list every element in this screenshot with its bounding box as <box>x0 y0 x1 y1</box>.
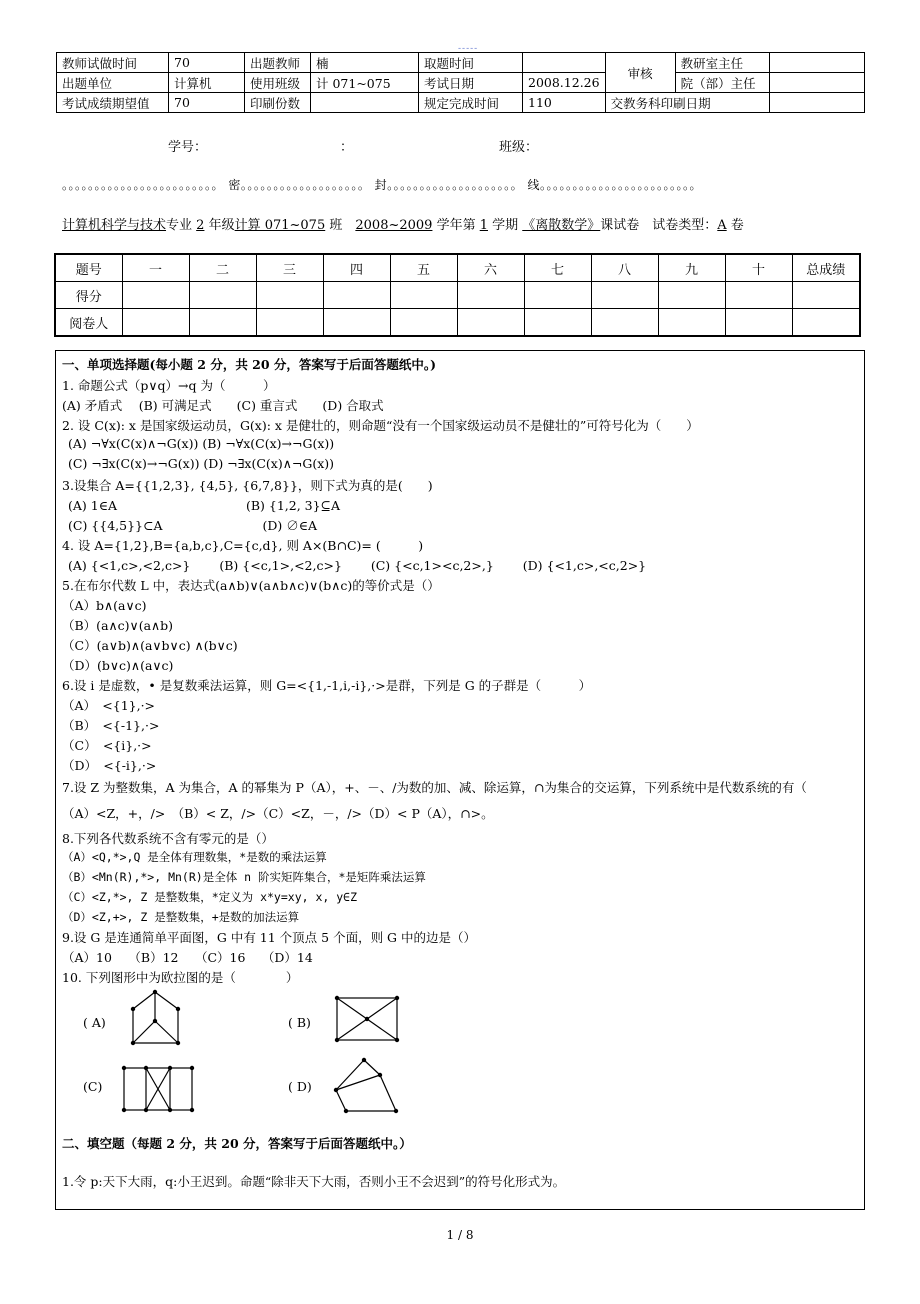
info-cell: 出题教师 <box>245 53 311 73</box>
question-line: 6.设 i 是虚数，• 是复数乘法运算，则 G=<{1,-1,i,-i},·>是群，下列是 G 的子群是（ ） <box>62 678 592 693</box>
info-cell-review: 审核 <box>605 53 675 93</box>
question-line: （B）(a∧c)∨(a∧b) <box>62 618 174 633</box>
score-header: 题号 <box>55 254 122 282</box>
score-cell[interactable] <box>725 282 792 309</box>
score-header: 总成绩 <box>792 254 860 282</box>
question-line: （A）b∧(a∨c) <box>62 598 147 613</box>
score-header: 九 <box>658 254 725 282</box>
info-cell <box>311 93 419 113</box>
question-line: （D）(b∨c)∧(a∨c) <box>62 658 174 673</box>
student-id-label: 学号： <box>168 140 208 155</box>
score-header: 一 <box>122 254 189 282</box>
question-line: (C) ¬∃x(C(x)→¬G(x)) (D) ¬∃x(C(x)∧¬G(x)) <box>68 456 335 471</box>
score-cell[interactable] <box>323 282 390 309</box>
info-cell: 70 <box>169 53 245 73</box>
question-line: 2. 设 C(x): x 是国家级运动员，G(x): x 是健壮的，则命题“没有一个国家级运动员不是健壮的”可符号化为（ ） <box>62 418 699 433</box>
info-cell: 取题时间 <box>419 53 523 73</box>
question-line: 8.下列各代数系统不含有零元的是（） <box>62 831 274 846</box>
score-row-label: 阅卷人 <box>55 309 122 337</box>
question-line: (C) {{4,5}}⊂A (D) ∅∈A <box>68 518 318 533</box>
score-cell[interactable] <box>323 309 390 337</box>
score-cell[interactable] <box>189 309 256 337</box>
score-header: 七 <box>524 254 591 282</box>
info-cell: 2008.12.26 <box>523 73 606 93</box>
course-line: 计算机科学与技术专业 2 年级计算 071~075 班 2008~2009 学年第 1 学期 《离散数学》课试卷 试卷类型：A 卷 <box>62 218 744 233</box>
question-line: （B）<Mn(R),*>, Mn(R)是全体 n 阶实矩阵集合，*是矩阵乘法运算 <box>62 870 426 884</box>
graph-label-d: ( D) <box>288 1079 312 1094</box>
score-cell[interactable] <box>457 309 524 337</box>
graph-b <box>332 993 402 1045</box>
class-label: 班级： <box>499 140 539 155</box>
question-line: （D）<Z,+>, Z 是整数集，+是数的加法运算 <box>62 910 300 924</box>
info-cell <box>769 73 864 93</box>
graph-a <box>126 987 186 1049</box>
question-line: 3.设集合 A={{1,2,3}, {4,5}, {6,7,8}}，则下式为真的是( ) <box>62 478 433 493</box>
question-line: （C）(a∨b)∧(a∨b∨c) ∧(b∨c) <box>62 638 238 653</box>
info-cell: 印刷份数 <box>245 93 311 113</box>
info-cell: 出题单位 <box>57 73 169 93</box>
question-line: （A）<Z，+，/> （B）< Z，/>（C）<Z，－，/>（D）< P（A），∩>。 <box>62 806 494 821</box>
score-header: 三 <box>256 254 323 282</box>
score-cell[interactable] <box>658 282 725 309</box>
info-cell: 110 <box>523 93 606 113</box>
question-line: 10. 下列图形中为欧拉图的是（ ） <box>62 970 299 985</box>
question-line: 9.设 G 是连通简单平面图，G 中有 11 个顶点 5 个面，则 G 中的边是（） <box>62 930 477 945</box>
question-line: (A) {<1,c>,<2,c>} (B) {<c,1>,<2,c>} (C) {<c,1><c,2>,} (D) {<1,c>,<c,2>} <box>68 558 647 573</box>
score-row-label: 得分 <box>55 282 122 309</box>
info-cell <box>769 53 864 73</box>
seal-line: 。。。。。。。。。。。。。。。。。。。。。。。。 密。。。。。。。。。。。。。。。。。。。 封。。。。。。。。。。。。。。。。。。。。 线。。。。。。。。。。。。。。。。。。。。。。。。 <box>62 178 702 192</box>
question-line: （C） <{i},·> <box>62 738 152 753</box>
score-header: 五 <box>390 254 457 282</box>
info-cell: 规定完成时间 <box>419 93 523 113</box>
graph-c <box>119 1061 197 1115</box>
question-line: （C）<Z,*>, Z 是整数集，*定义为 x*y=xy, x, y∈Z <box>62 890 358 904</box>
info-cell <box>523 53 606 73</box>
graph-d <box>330 1055 402 1117</box>
page-number: 1 / 8 <box>446 1228 474 1242</box>
question-line: 1.令 p:天下大雨，q:小王迟到。命题“除非天下大雨，否则小王不会迟到”的符号化形式为。 <box>62 1174 566 1189</box>
info-cell: 计 071~075 <box>311 73 419 93</box>
score-cell[interactable] <box>591 282 658 309</box>
question-line: 5.在布尔代数 L 中，表达式(a∧b)∨(a∧b∧c)∨(b∧c)的等价式是（） <box>62 578 440 593</box>
question-line: （D） <{-i},·> <box>62 758 157 773</box>
info-cell: 楠 <box>311 53 419 73</box>
question-line: （A） <{1},·> <box>62 698 156 713</box>
score-header: 六 <box>457 254 524 282</box>
info-cell: 院（部）主任 <box>675 73 769 93</box>
info-cell: 使用班级 <box>245 73 311 93</box>
graph-label-a: ( A) <box>83 1015 106 1030</box>
info-cell: 计算机 <box>169 73 245 93</box>
question-line: （B） <{-1},·> <box>62 718 160 733</box>
score-header: 四 <box>323 254 390 282</box>
score-cell[interactable] <box>658 309 725 337</box>
question-line: (A) 1∈A (B) {1,2, 3}⊆A <box>68 498 341 513</box>
info-cell: 教研室主任 <box>675 53 769 73</box>
info-cell: 教师试做时间 <box>57 53 169 73</box>
question-line: （A）<Q,*>,Q 是全体有理数集，*是数的乘法运算 <box>62 850 327 864</box>
info-cell: 70 <box>169 93 245 113</box>
score-cell[interactable] <box>390 282 457 309</box>
info-cell <box>769 93 864 113</box>
score-cell[interactable] <box>189 282 256 309</box>
score-cell[interactable] <box>591 309 658 337</box>
question-line: (A) ¬∀x(C(x)∧¬G(x)) (B) ¬∀x(C(x)→¬G(x)) <box>68 436 335 451</box>
score-header: 二 <box>189 254 256 282</box>
score-cell[interactable] <box>256 282 323 309</box>
score-cell[interactable] <box>725 309 792 337</box>
score-cell[interactable] <box>122 309 189 337</box>
header-mark: ----- <box>458 44 479 54</box>
score-cell[interactable] <box>792 282 860 309</box>
score-cell[interactable] <box>256 309 323 337</box>
info-cell: 交教务科印刷日期 <box>605 93 769 113</box>
graph-label-c: (C) <box>83 1079 103 1094</box>
score-cell[interactable] <box>390 309 457 337</box>
score-header: 八 <box>591 254 658 282</box>
info-cell: 考试日期 <box>419 73 523 93</box>
question-line: (A) 矛盾式 (B) 可满足式 (C) 重言式 (D) 合取式 <box>62 398 384 413</box>
question-box <box>55 350 865 1210</box>
score-table <box>54 253 861 337</box>
question-line: 4. 设 A={1,2},B={a,b,c},C={c,d}, 则 A×(B∩C)= ( ) <box>62 538 424 553</box>
score-cell[interactable] <box>792 309 860 337</box>
score-cell[interactable] <box>524 282 591 309</box>
section-heading: 二、填空题（每题 2 分，共 20 分，答案写于后面答题纸中。） <box>62 1136 412 1151</box>
info-cell: 考试成绩期望值 <box>57 93 169 113</box>
score-cell[interactable] <box>122 282 189 309</box>
section-heading: 一、单项选择题(每小题 2 分，共 20 分，答案写于后面答题纸中。) <box>62 357 437 372</box>
score-header: 十 <box>725 254 792 282</box>
question-line: 7.设 Z 为整数集，A 为集合，A 的幂集为 P（A），+、－、/为数的加、减、除运算，∩为集合的交运算，下列系统中是代数系统的有（ <box>62 780 807 795</box>
question-line: 1. 命题公式（p∨q）→q 为（ ） <box>62 378 276 393</box>
exam-info-table <box>56 52 865 113</box>
score-cell[interactable] <box>524 309 591 337</box>
question-line: （A）10 （B）12 （C）16 （D）14 <box>62 950 313 965</box>
graph-label-b: ( B) <box>288 1015 311 1030</box>
score-cell[interactable] <box>457 282 524 309</box>
student-id-colon: ： <box>340 140 354 155</box>
